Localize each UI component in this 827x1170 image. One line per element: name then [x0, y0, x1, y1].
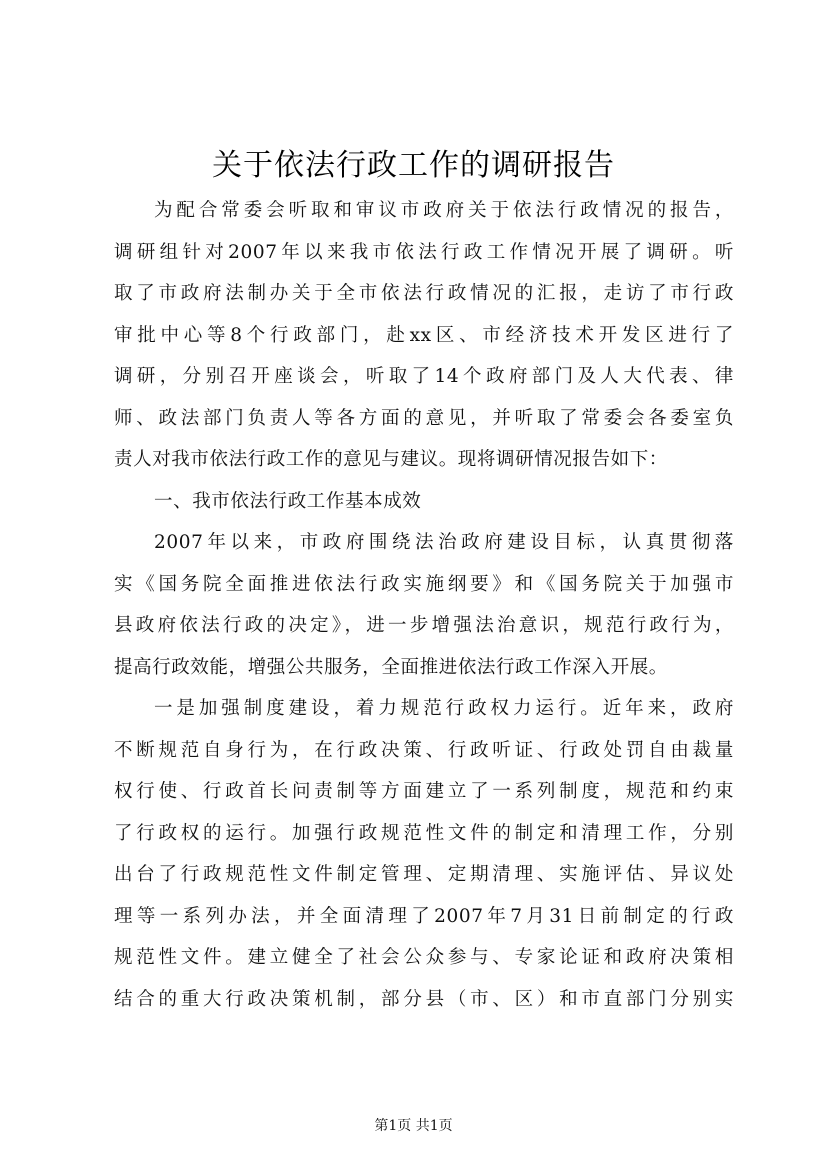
body-line: 权行使、行政首长问责制等方面建立了一系列制度，规范和约束 [114, 781, 734, 802]
body-line: 师、政法部门负责人等各方面的意见，并听取了常委会各委室负 [114, 407, 734, 429]
section-heading: 一、我市依法行政工作基本成效 [154, 490, 422, 512]
body-line: 不断规范自身行为，在行政决策、行政听证、行政处罚自由裁量 [114, 739, 734, 761]
body-line: 2007年以来，市政府围绕法治政府建设目标，认真贯彻落 [154, 532, 734, 553]
body-line: 取了市政府法制办关于全市依法行政情况的汇报，走访了市行政 [114, 283, 734, 304]
page-number-footer: 第1页 共1页 [374, 1118, 453, 1134]
body-line: 实《国务院全面推进依法行政实施纲要》和《国务院关于加强市 [114, 573, 734, 595]
body-line: 出台了行政规范性文件制定管理、定期清理、实施评估、异议处 [114, 864, 734, 885]
body-line: 了行政权的运行。加强行政规范性文件的制定和清理工作，分别 [114, 822, 734, 844]
body-line: 结合的重大行政决策机制，部分县（市、区）和市直部门分别实 [114, 988, 734, 1010]
body-line: 提高行政效能，增强公共服务，全面推进依法行政工作深入开展。 [114, 656, 668, 678]
document-body [114, 190, 734, 1020]
body-line: 为配合常委会听取和审议市政府关于依法行政情况的报告， [154, 200, 734, 221]
body-line: 审批中心等8个行政部门，赴xx区、市经济技术开发区进行了 [114, 324, 734, 346]
body-line: 一是加强制度建设，着力规范行政权力运行。近年来，政府 [154, 698, 734, 719]
body-line: 调研，分别召开座谈会，听取了14个政府部门及人大代表、律 [114, 366, 734, 387]
document-title: 关于依法行政工作的调研报告 [212, 148, 615, 183]
body-line: 调研组针对2007年以来我市依法行政工作情况开展了调研。听 [114, 241, 734, 263]
body-line: 县政府依法行政的决定》，进一步增强法治意识，规范行政行为， [114, 615, 734, 636]
body-line: 责人对我市依法行政工作的意见与建议。现将调研情况报告如下： [114, 449, 668, 470]
body-line: 理等一系列办法，并全面清理了2007年7月31日前制定的行政 [114, 905, 734, 927]
body-line: 规范性文件。建立健全了社会公众参与、专家论证和政府决策相 [114, 947, 734, 968]
